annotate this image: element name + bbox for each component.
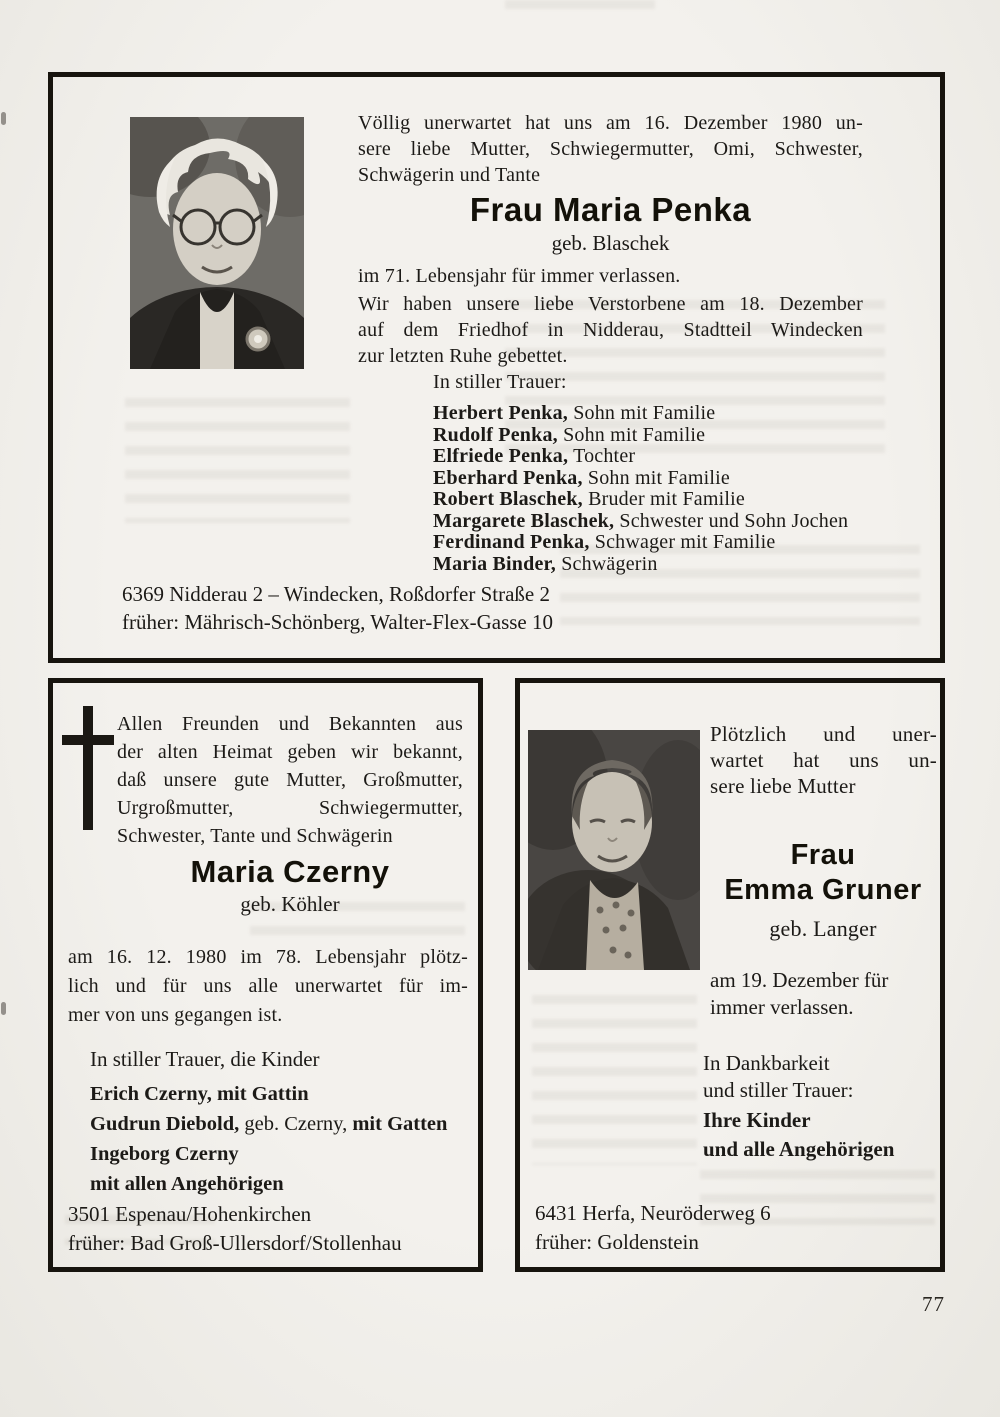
address-line: 3501 Espenau/Hohenkirchen <box>68 1202 312 1226</box>
mourning-line: In Dankbarkeit <box>703 1051 830 1075</box>
mourner-relation: Sohn mit Familie <box>587 466 730 489</box>
mourner-row: mit allen Angehörigen <box>90 1173 284 1195</box>
intro-line: sere liebe Mutter, Schwiegermutter, Omi, Schwester, <box>358 138 863 160</box>
intro-line: daß unsere gute Mutter, Großmutter, <box>117 769 463 791</box>
address-line: früher: Mährisch-Schönberg, Walter-Flex-Gasse 10 <box>122 610 553 634</box>
penka-burial-paragraph <box>358 291 863 369</box>
mourning-label <box>703 1050 953 1104</box>
mourner-relation: Schwester und Sohn Jochen <box>619 509 849 532</box>
mourner-relation: Bruder mit Familie <box>588 488 745 510</box>
intro-line: Allen Freunden und Bekannten aus <box>117 713 463 735</box>
bleedthrough-ghost-text <box>505 0 655 16</box>
penka-age-line: im 71. Lebensjahr für immer verlassen. <box>358 265 681 287</box>
mourner-name: Ferdinand Penka, <box>433 531 590 553</box>
mourner-name: mit Gatten <box>352 1113 448 1135</box>
address-line: früher: Goldenstein <box>535 1229 699 1254</box>
mourner-name: Herbert Penka, <box>433 402 568 424</box>
elderly-woman-portrait-illustration <box>528 730 700 970</box>
mourner-row <box>433 532 945 554</box>
mourner-row: Ihre Kinder <box>703 1108 811 1132</box>
czerny-body-paragraph <box>68 943 468 1030</box>
elderly-woman-portrait-illustration <box>130 117 304 369</box>
intro-line: Schwägerin und Tante <box>358 164 541 186</box>
mourner-name: Eberhard Penka, <box>433 466 583 489</box>
mourner-relation: Sohn mit Familie <box>563 423 706 446</box>
body-line: am 16. 12. 1980 im 78. Lebensjahr plötz- <box>68 946 468 968</box>
intro-line: Schwester, Tante und Schwägerin <box>117 825 393 847</box>
maiden-name-penka: geb. Blaschek <box>551 231 670 255</box>
address-line: 6369 Nidderau 2 – Windecken, Roßdorfer Straße 2 <box>122 582 550 606</box>
mourner-row <box>90 1109 480 1139</box>
maiden-name-gruner: geb. Langer <box>769 916 877 941</box>
mourner-row <box>433 446 945 468</box>
penka-address-block <box>122 580 882 636</box>
mourner-list <box>703 1106 959 1163</box>
czerny-address-block <box>68 1200 478 1257</box>
mourner-relation: Sohn mit Familie <box>573 402 716 424</box>
intro-line: wartet hat uns un- <box>710 748 937 772</box>
body-line: mer von uns gegangen ist. <box>68 1004 283 1026</box>
deceased-title-word: Frau <box>790 839 856 871</box>
intro-line: Völlig unerwartet hat uns am 16. Dezember 1980 un- <box>358 112 863 134</box>
portrait-photo-gruner <box>528 730 700 970</box>
mourner-name: Gudrun Diebold, <box>90 1113 240 1135</box>
intro-line: der alten Heimat geben wir bekannt, <box>117 741 463 763</box>
mourner-row <box>433 425 945 447</box>
gruner-date-paragraph <box>710 967 945 1021</box>
mourner-name: Elfriede Penka, <box>433 445 569 467</box>
mourner-relation: Tochter <box>573 445 636 467</box>
mourner-row <box>433 489 945 511</box>
obituary-notice-penka <box>48 72 945 663</box>
mourner-row <box>433 511 945 533</box>
mourner-row: Ingeborg Czerny <box>90 1143 239 1165</box>
page-number: 77 <box>922 1292 945 1316</box>
mourner-row: und alle Angehörigen <box>703 1136 895 1161</box>
address-line: 6431 Herfa, Neuröderweg 6 <box>535 1201 771 1225</box>
date-line: am 19. Dezember für <box>710 968 889 992</box>
mourner-list <box>90 1079 480 1199</box>
mourner-row: Erich Czerny, mit Gattin <box>90 1083 309 1105</box>
mourner-row <box>433 468 945 490</box>
mourner-relation: Schwägerin <box>561 552 658 575</box>
gruner-address-block <box>535 1199 935 1256</box>
mourner-name: Margarete Blaschek, <box>433 509 615 532</box>
obituary-notice-gruner <box>515 678 945 1272</box>
mourner-relation: geb. Czerny, <box>244 1113 348 1135</box>
deceased-name-czerny: Maria Czerny <box>190 854 390 889</box>
address-line: früher: Bad Groß-Ullersdorf/Stollenhau <box>68 1230 402 1255</box>
mourning-label: In stiller Trauer, die Kinder <box>90 1047 320 1071</box>
mourner-relation: Schwager mit Familie <box>594 531 776 553</box>
czerny-intro-paragraph <box>117 710 463 850</box>
penka-mourning-block <box>433 369 945 575</box>
body-line: lich und für uns alle unerwartet für im- <box>68 975 468 997</box>
deceased-name-gruner <box>703 838 943 946</box>
date-line: immer verlassen. <box>710 995 854 1019</box>
burial-line: zur letzten Ruhe gebettet. <box>358 345 568 367</box>
mourner-list <box>433 403 945 575</box>
mourning-line: und stiller Trauer: <box>703 1078 854 1102</box>
penka-intro-paragraph <box>358 110 863 188</box>
intro-line: Plötzlich und uner- <box>710 722 937 746</box>
scan-edge-artifact <box>1 112 6 125</box>
burial-line: auf dem Friedhof in Nidderau, Stadtteil Windecken <box>358 319 863 341</box>
mourning-label: In stiller Trauer: <box>433 371 567 393</box>
obituary-notice-czerny <box>48 678 483 1272</box>
scan-edge-artifact <box>1 1002 6 1015</box>
mourner-name: Maria Binder, <box>433 552 556 575</box>
mourner-name: Rudolf Penka, <box>433 423 558 446</box>
burial-line: Wir haben unsere liebe Verstorbene am 18. Dezember <box>358 293 863 315</box>
mourner-row <box>433 403 945 425</box>
gruner-intro-paragraph <box>710 721 937 799</box>
deceased-name-line: Emma Gruner <box>724 874 922 906</box>
intro-line: sere liebe Mutter <box>710 774 856 798</box>
deceased-name-penka: Frau Maria Penka <box>469 191 752 228</box>
mourner-name: Robert Blaschek, <box>433 488 583 510</box>
mourner-row <box>433 554 945 576</box>
intro-line: Urgroßmutter, Schwiegermutter, <box>117 797 463 819</box>
latin-cross-icon <box>62 706 114 830</box>
portrait-photo-penka <box>130 117 304 369</box>
maiden-name-czerny: geb. Köhler <box>240 892 340 916</box>
